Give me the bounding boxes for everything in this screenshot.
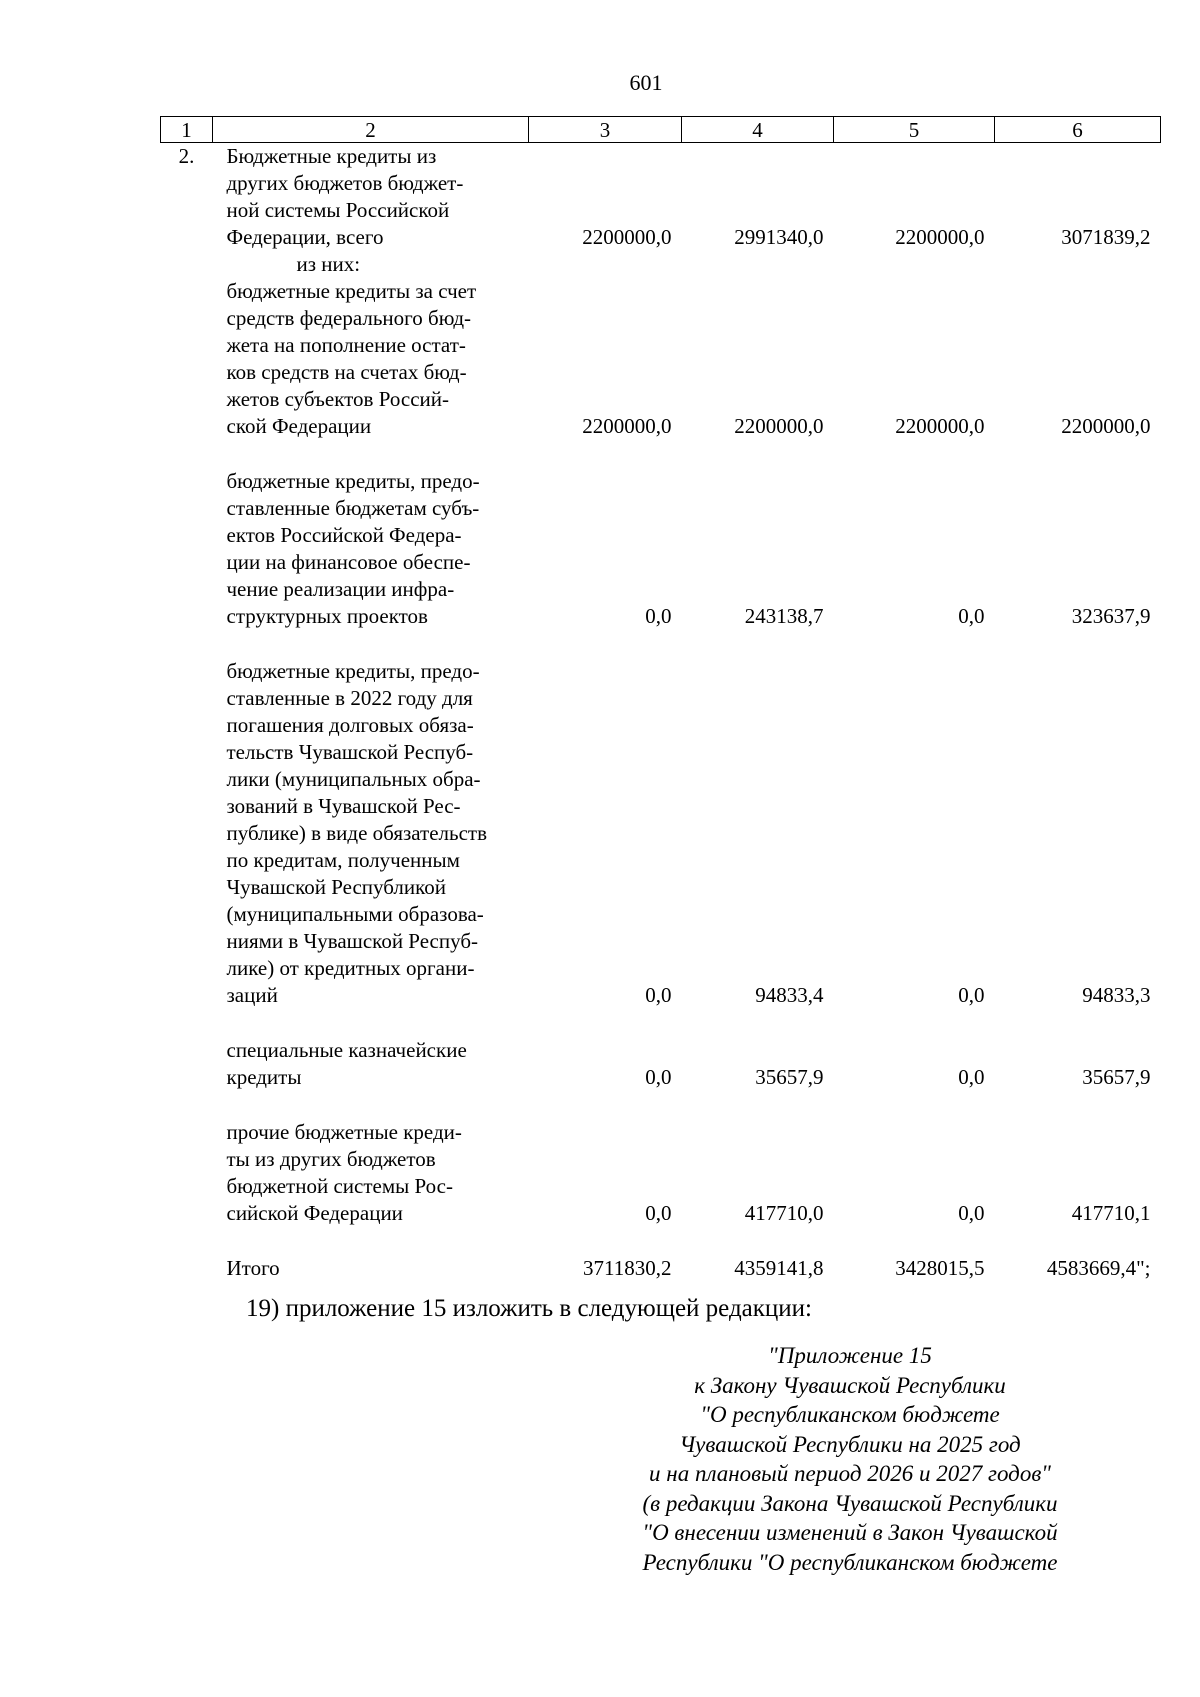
row-value: 35657,9 <box>755 1065 824 1089</box>
column-header: 1 <box>161 117 213 143</box>
row-label-line: Бюджетные кредиты из <box>226 144 437 168</box>
table-row <box>161 251 1161 278</box>
row-value: 0,0 <box>958 1201 985 1225</box>
amendment-paragraph: 19) приложение 15 изложить в следующей редакции: <box>246 1295 812 1322</box>
row-label-line: структурных проектов <box>226 604 428 628</box>
row-value: 417710,1 <box>1071 1201 1151 1225</box>
row-value: 3071839,2 <box>1061 225 1151 249</box>
row-label-line: ной системы Российской <box>226 198 450 222</box>
row-label-line: ектов Российской Федера- <box>226 523 462 547</box>
row-label-line: зований в Чувашской Рес- <box>226 794 461 818</box>
row-label-line: публике) в виде обязательств <box>226 821 488 845</box>
appendix-line: "О республиканском бюджете <box>700 1402 1000 1427</box>
row-label-line: других бюджетов бюджет- <box>226 171 464 195</box>
row-label-line: по кредитам, полученным <box>226 848 460 872</box>
row-label-line: Чувашской Республикой <box>226 875 447 899</box>
appendix-line: (в редакции Закона Чувашской Республики <box>642 1490 1058 1516</box>
row-label-line: лике) от кредитных органи- <box>226 956 475 980</box>
row-label-line: ции на финансовое обеспе- <box>226 550 471 574</box>
row-label-line: бюджетные кредиты, предо- <box>226 469 480 493</box>
row-value: 417710,0 <box>744 1201 824 1225</box>
table-row <box>161 1119 1161 1227</box>
row-value: 2991340,0 <box>734 225 824 249</box>
row-value: 94833,3 <box>1082 983 1151 1007</box>
column-header: 5 <box>834 117 995 143</box>
row-value: 0,0 <box>645 1201 672 1225</box>
appendix-header <box>570 1341 1130 1577</box>
row-label-line: специальные казначейские <box>226 1038 467 1062</box>
row-label-line: средств федерального бюд- <box>226 306 471 330</box>
row-label-line: ты из других бюджетов <box>226 1147 436 1171</box>
appendix-line: "Приложение 15 <box>768 1343 932 1368</box>
row-value: 0,0 <box>958 983 985 1007</box>
budget-credits-table <box>160 116 1161 1282</box>
row-label <box>213 1037 529 1091</box>
row-label-line: ниями в Чувашской Респуб- <box>226 929 479 953</box>
row-label-line: чение реализации инфра- <box>226 577 455 601</box>
row-value: 2200000,0 <box>582 414 672 438</box>
row-label-line: заций <box>226 983 278 1007</box>
row-label-line: бюджетные кредиты, предо- <box>226 659 480 683</box>
column-header: 4 <box>682 117 834 143</box>
row-value: 0,0 <box>958 604 985 628</box>
row-label <box>213 1119 529 1227</box>
row-label-line: ков средств на счетах бюд- <box>226 360 467 384</box>
appendix-line: к Закону Чувашской Республики <box>694 1372 1006 1398</box>
row-value: 35657,9 <box>1082 1065 1151 1089</box>
row-label-line: бюджетной системы Рос- <box>226 1174 453 1198</box>
row-value: 94833,4 <box>755 983 824 1007</box>
row-value: 0,0 <box>645 604 672 628</box>
column-header: 2 <box>213 117 529 143</box>
total-row <box>161 1255 1161 1282</box>
table-row <box>161 143 1161 252</box>
table-row <box>161 278 1161 440</box>
appendix-line: Республики "О республиканском бюджете <box>642 1549 1058 1575</box>
row-label-line: прочие бюджетные креди- <box>226 1120 462 1144</box>
row-value: 2200000,0 <box>895 414 985 438</box>
row-value: 0,0 <box>645 1065 672 1089</box>
row-label-line: сийской Федерации <box>226 1201 403 1225</box>
table-row <box>161 658 1161 1009</box>
row-label-line: жетов субъектов Россий- <box>226 387 450 411</box>
row-label <box>213 143 529 252</box>
row-label-line: Федерации, всего <box>226 225 384 249</box>
table-header-row <box>161 117 1161 143</box>
table-row <box>161 468 1161 630</box>
row-label-line: жета на пополнение остат- <box>226 333 466 357</box>
appendix-line: "О внесении изменений в Закон Чувашской <box>642 1520 1058 1545</box>
row-label-line: (муниципальными образова- <box>226 902 484 926</box>
row-label-line: бюджетные кредиты за счет <box>226 279 477 303</box>
row-label-line: кредиты <box>226 1065 302 1089</box>
row-label-line: ской Федерации <box>226 414 372 438</box>
row-value: 0,0 <box>958 1065 985 1089</box>
row-value: 0,0 <box>645 983 672 1007</box>
row-value: 2200000,0 <box>895 225 985 249</box>
total-value: 3711830,2 <box>583 1256 672 1280</box>
total-value: 4359141,8 <box>734 1256 824 1280</box>
row-number: 2. <box>178 144 195 168</box>
row-label-line: погашения долговых обяза- <box>226 713 474 737</box>
row-value: 243138,7 <box>744 604 824 628</box>
row-value: 2200000,0 <box>734 414 824 438</box>
row-value: 2200000,0 <box>1061 414 1151 438</box>
appendix-line: и на плановый период 2026 и 2027 годов" <box>649 1461 1051 1486</box>
row-label-line: из них: <box>296 252 361 276</box>
row-label <box>213 468 529 630</box>
row-label-line: ставленные в 2022 году для <box>226 686 473 710</box>
table-row <box>161 1037 1161 1091</box>
row-label <box>213 658 529 1009</box>
total-value: 3428015,5 <box>895 1256 985 1280</box>
column-header: 3 <box>529 117 682 143</box>
page-number: 601 <box>629 70 663 95</box>
row-value: 323637,9 <box>1071 604 1151 628</box>
column-header: 6 <box>995 117 1161 143</box>
row-label <box>213 251 529 278</box>
row-label-line: тельств Чувашской Респуб- <box>226 740 474 764</box>
row-label-line: лики (муниципальных обра- <box>226 767 481 791</box>
total-value: 4583669,4"; <box>1046 1256 1151 1280</box>
appendix-line: Чувашской Республики на 2025 год <box>679 1431 1021 1457</box>
row-value: 2200000,0 <box>582 225 672 249</box>
row-label <box>213 278 529 440</box>
total-label: Итого <box>226 1256 280 1280</box>
row-label-line: ставленные бюджетам субъ- <box>226 496 480 520</box>
